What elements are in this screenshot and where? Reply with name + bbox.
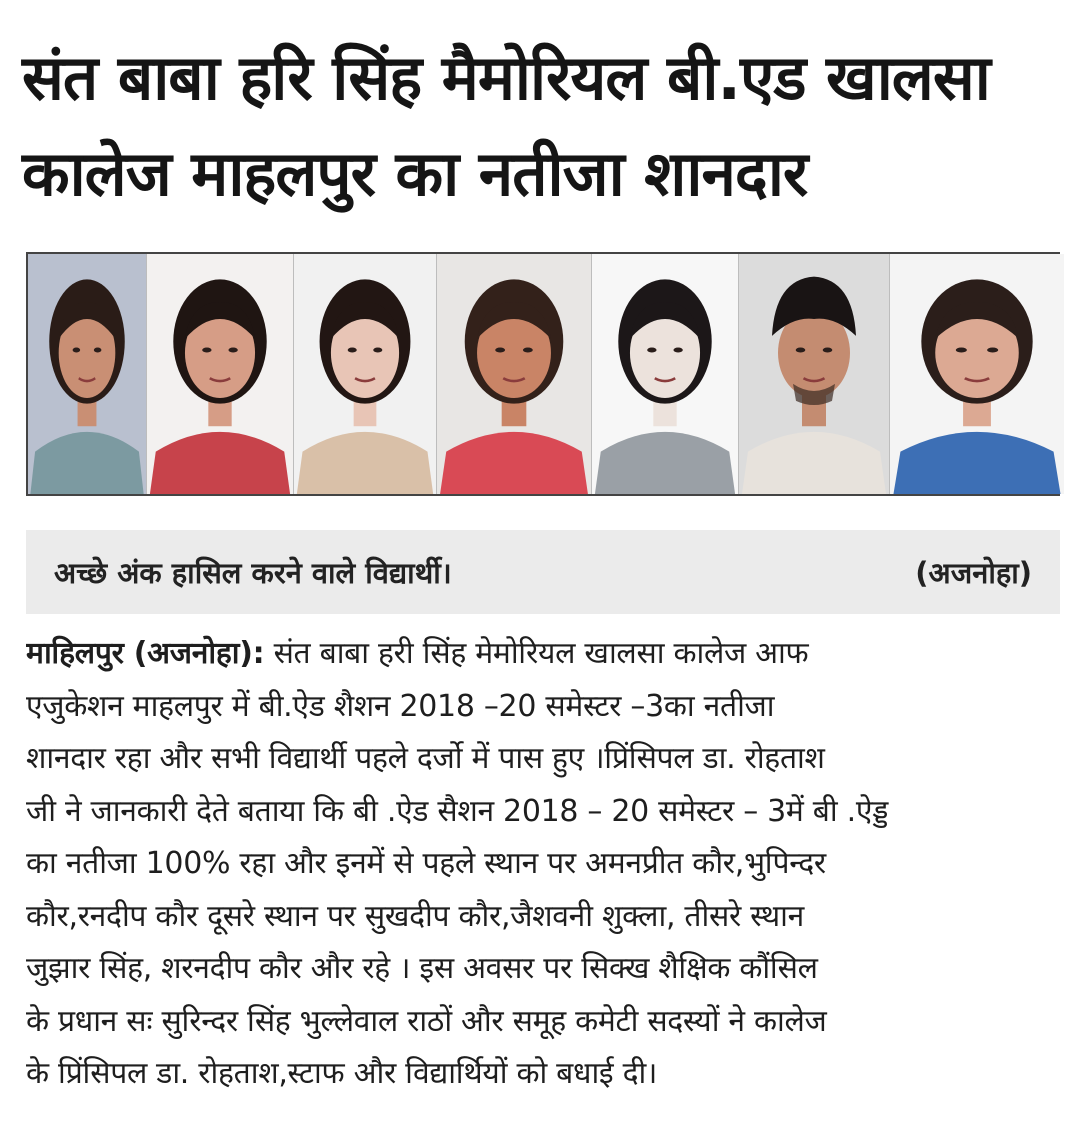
headline-line-1: संत बाबा हरि सिंह मैमोरियल बी.एड खालसा: [22, 41, 990, 114]
headline: [22, 30, 1062, 222]
article-line-text: संत बाबा हरी सिंह मेमोरियल खालसा कालेज आफ: [264, 636, 809, 671]
headline-line-2: कालेज माहलपुर का नतीजा शानदार: [22, 137, 808, 210]
article-line: के प्रधान सः सुरिन्दर सिंह भुल्लेवाल राठों और समूह कमेटी सदस्यों ने कालेज: [26, 1003, 827, 1039]
caption-text: अच्छे अंक हासिल करने वाले विद्यार्थी।: [54, 555, 452, 590]
article-line: एजुकेशन माहलपुर में बी.ऐड शैशन 2018 –20 समेस्टर –3का नतीजा: [26, 688, 775, 724]
student-portrait-5: [592, 254, 739, 494]
article-line: जुझार सिंह, शरनदीप कौर और रहे । इस अवसर पर सिक्ख शैक्षिक कौंसिल: [26, 951, 818, 986]
student-portrait-3: [294, 254, 437, 494]
article-body: [26, 628, 1062, 1101]
article-line: का नतीजा 100% रहा और इनमें से पहले स्थान पर अमनप्रीत कौर,भुपिन्दर: [26, 846, 826, 881]
student-portrait-4: [437, 254, 592, 494]
article-line: [26, 628, 1062, 681]
photo-strip: [26, 252, 1060, 496]
article-line: के प्रिंसिपल डा. रोहताश,स्टाफ और विद्यार्थियों को बधाई दी।: [26, 1056, 658, 1091]
article-line: जी ने जानकारी देते बताया कि बी .ऐड सैशन 2018 – 20 समेस्टर – 3में बी .ऐड्ड: [26, 793, 889, 829]
caption-credit: (अजनोहा): [915, 555, 1032, 590]
article-line: शानदार रहा और सभी विद्यार्थी पहले दर्जो में पास हुए ।प्रिंसिपल डा. रोहताश: [26, 741, 825, 776]
article-line: कौर,रनदीप कौर दूसरे स्थान पर सुखदीप कौर,जैशवनी शुक्ला, तीसरे स्थान: [26, 898, 804, 934]
student-portrait-1: [28, 254, 147, 494]
student-portrait-2: [147, 254, 294, 494]
photo-caption: [26, 530, 1060, 614]
article-dateline: माहिलपुर (अजनोहा):: [26, 636, 265, 671]
student-portrait-7: [890, 254, 1064, 494]
student-portrait-6: [739, 254, 890, 494]
